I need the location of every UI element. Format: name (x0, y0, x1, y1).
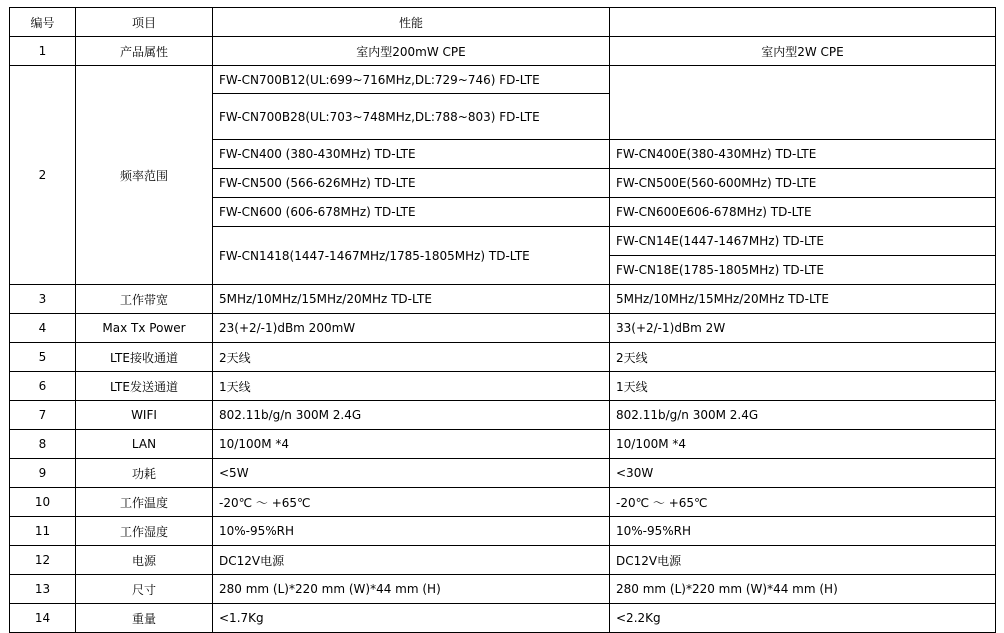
row-number: 4 (10, 314, 76, 343)
value-200mw: -20℃ ～ +65℃ (213, 488, 610, 517)
row-item: WIFI (76, 401, 213, 430)
value-2w: 2天线 (610, 343, 996, 372)
table-row (10, 604, 996, 633)
value-200mw: 10%-95%RH (213, 517, 610, 546)
spec-table (9, 7, 996, 633)
value-2w: <30W (610, 459, 996, 488)
row-item: 工作带宽 (76, 285, 213, 314)
value-200mw: DC12V电源 (213, 546, 610, 575)
row-number: 3 (10, 285, 76, 314)
header-row (10, 8, 996, 37)
row-number: 12 (10, 546, 76, 575)
value-200mw: 5MHz/10MHz/15MHz/20MHz TD-LTE (213, 285, 610, 314)
value-2w: -20℃ ～ +65℃ (610, 488, 996, 517)
value-2w: FW-CN500E(560-600MHz) TD-LTE (610, 169, 996, 198)
value-2w-empty (610, 66, 996, 140)
header-blank (610, 8, 996, 37)
value-2w: 10/100M *4 (610, 430, 996, 459)
value-2w: 10%-95%RH (610, 517, 996, 546)
row-number: 8 (10, 430, 76, 459)
row-number: 10 (10, 488, 76, 517)
value-2w: 1天线 (610, 372, 996, 401)
header-number: 编号 (10, 8, 76, 37)
row-number: 6 (10, 372, 76, 401)
table-row (10, 285, 996, 314)
row-item: LTE接收通道 (76, 343, 213, 372)
value-200mw: FW-CN500 (566-626MHz) TD-LTE (213, 169, 610, 198)
table-row (10, 517, 996, 546)
value-200mw: FW-CN700B28(UL:703~748MHz,DL:788~803) FD-LTE (213, 94, 610, 140)
value-200mw: FW-CN600 (606-678MHz) TD-LTE (213, 198, 610, 227)
table-row (10, 66, 996, 94)
row-item: 功耗 (76, 459, 213, 488)
value-2w: FW-CN14E(1447-1467MHz) TD-LTE (610, 227, 996, 256)
value-200mw: <1.7Kg (213, 604, 610, 633)
row-item: 频率范围 (76, 66, 213, 285)
value-2w: 室内型2W CPE (610, 37, 996, 66)
value-2w: 5MHz/10MHz/15MHz/20MHz TD-LTE (610, 285, 996, 314)
value-200mw: FW-CN700B12(UL:699~716MHz,DL:729~746) FD-LTE (213, 66, 610, 94)
row-number: 2 (10, 66, 76, 285)
table-row (10, 314, 996, 343)
row-number: 9 (10, 459, 76, 488)
row-item: Max Tx Power (76, 314, 213, 343)
row-number: 5 (10, 343, 76, 372)
header-performance: 性能 (213, 8, 610, 37)
row-number: 7 (10, 401, 76, 430)
table-row (10, 401, 996, 430)
value-200mw: 10/100M *4 (213, 430, 610, 459)
table-row (10, 459, 996, 488)
row-number: 13 (10, 575, 76, 604)
value-2w: DC12V电源 (610, 546, 996, 575)
row-item: 电源 (76, 546, 213, 575)
table-row (10, 430, 996, 459)
value-2w: FW-CN18E(1785-1805MHz) TD-LTE (610, 256, 996, 285)
table-row (10, 37, 996, 66)
value-200mw: 2天线 (213, 343, 610, 372)
row-item: 重量 (76, 604, 213, 633)
table-row (10, 575, 996, 604)
table-row (10, 343, 996, 372)
row-item: 工作温度 (76, 488, 213, 517)
value-2w: FW-CN600E606-678MHz) TD-LTE (610, 198, 996, 227)
value-200mw: FW-CN1418(1447-1467MHz/1785-1805MHz) TD-LTE (213, 227, 610, 285)
value-200mw: FW-CN400 (380-430MHz) TD-LTE (213, 140, 610, 169)
value-2w: FW-CN400E(380-430MHz) TD-LTE (610, 140, 996, 169)
row-item: 产品属性 (76, 37, 213, 66)
row-number: 11 (10, 517, 76, 546)
table-row (10, 372, 996, 401)
row-number: 14 (10, 604, 76, 633)
value-200mw: <5W (213, 459, 610, 488)
value-200mw: 802.11b/g/n 300M 2.4G (213, 401, 610, 430)
value-200mw: 23(+2/-1)dBm 200mW (213, 314, 610, 343)
header-item: 项目 (76, 8, 213, 37)
table-row (10, 546, 996, 575)
value-2w: 802.11b/g/n 300M 2.4G (610, 401, 996, 430)
value-2w: <2.2Kg (610, 604, 996, 633)
row-item: 工作湿度 (76, 517, 213, 546)
table-row (10, 488, 996, 517)
row-number: 1 (10, 37, 76, 66)
value-2w: 33(+2/-1)dBm 2W (610, 314, 996, 343)
value-200mw: 1天线 (213, 372, 610, 401)
row-item: LTE发送通道 (76, 372, 213, 401)
value-2w: 280 mm (L)*220 mm (W)*44 mm (H) (610, 575, 996, 604)
row-item: 尺寸 (76, 575, 213, 604)
value-200mw: 室内型200mW CPE (213, 37, 610, 66)
value-200mw: 280 mm (L)*220 mm (W)*44 mm (H) (213, 575, 610, 604)
row-item: LAN (76, 430, 213, 459)
